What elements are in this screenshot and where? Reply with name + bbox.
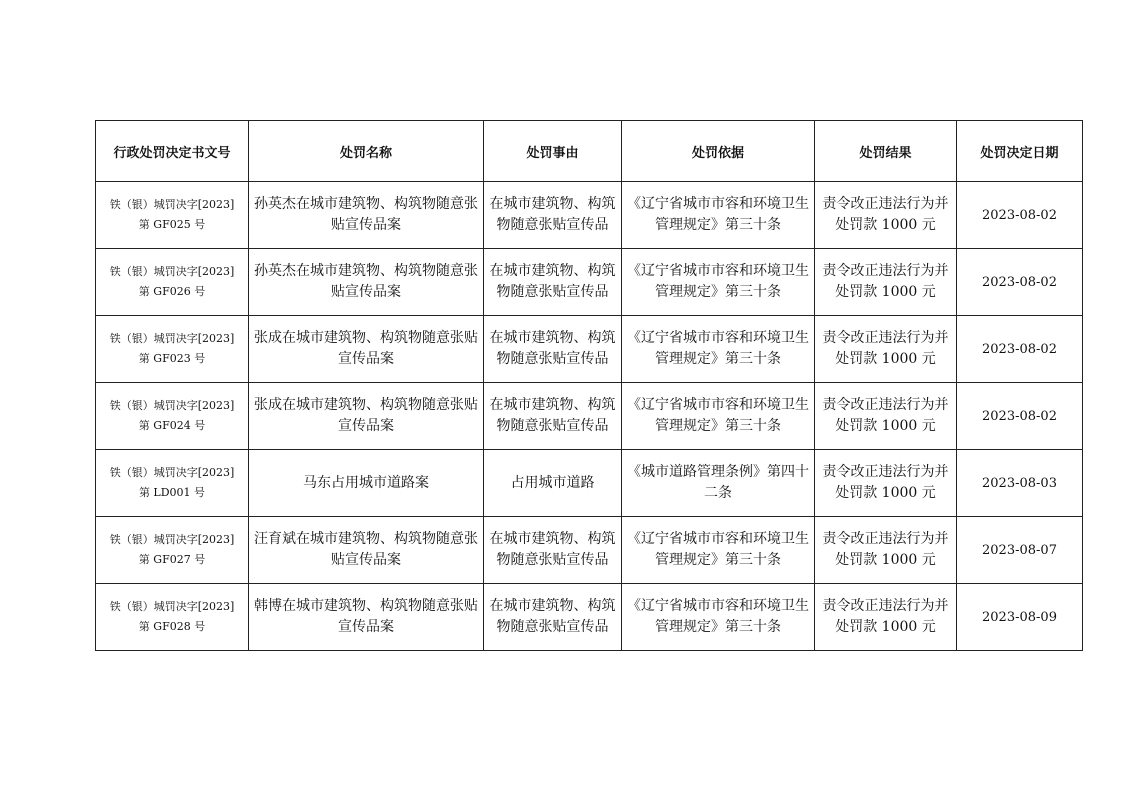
decision-date-cell: 2023-08-02 (957, 249, 1083, 316)
penalty-result-cell: 责令改正违法行为并处罚款 1000 元 (815, 450, 957, 517)
doc-number-cell (96, 383, 249, 450)
table-row (96, 383, 1083, 450)
table-row (96, 584, 1083, 651)
penalty-result-cell: 责令改正违法行为并处罚款 1000 元 (815, 316, 957, 383)
doc-number-cell (96, 450, 249, 517)
doc-number-serial: 第 GF023 号 (138, 352, 206, 365)
penalty-table (95, 120, 1083, 651)
penalty-basis-cell: 《辽宁省城市市容和环境卫生管理规定》第三十条 (622, 584, 815, 651)
penalty-name-cell: 张成在城市建筑物、构筑物随意张贴宣传品案 (249, 316, 484, 383)
table-row (96, 182, 1083, 249)
penalty-name-cell: 汪育斌在城市建筑物、构筑物随意张贴宣传品案 (249, 517, 484, 584)
penalty-reason-cell: 占用城市道路 (484, 450, 622, 517)
penalty-basis-cell: 《辽宁省城市市容和环境卫生管理规定》第三十条 (622, 316, 815, 383)
doc-number-prefix: 铁（银）城罚决字[2023] (109, 533, 235, 546)
penalty-name-cell: 韩博在城市建筑物、构筑物随意张贴宣传品案 (249, 584, 484, 651)
penalty-basis-cell: 《辽宁省城市市容和环境卫生管理规定》第三十条 (622, 249, 815, 316)
table-row (96, 316, 1083, 383)
doc-number-cell (96, 249, 249, 316)
decision-date-cell: 2023-08-02 (957, 182, 1083, 249)
penalty-result-cell: 责令改正违法行为并处罚款 1000 元 (815, 383, 957, 450)
doc-number-prefix: 铁（银）城罚决字[2023] (109, 399, 235, 412)
decision-date-cell: 2023-08-02 (957, 383, 1083, 450)
header-penalty-reason: 处罚事由 (484, 121, 622, 182)
decision-date-cell: 2023-08-03 (957, 450, 1083, 517)
doc-number-prefix: 铁（银）城罚决字[2023] (109, 600, 235, 613)
penalty-name-cell: 张成在城市建筑物、构筑物随意张贴宣传品案 (249, 383, 484, 450)
header-doc-number: 行政处罚决定书文号 (96, 121, 249, 182)
penalty-result-cell: 责令改正违法行为并处罚款 1000 元 (815, 517, 957, 584)
doc-number-cell (96, 316, 249, 383)
penalty-reason-cell: 在城市建筑物、构筑物随意张贴宣传品 (484, 517, 622, 584)
doc-number-cell (96, 182, 249, 249)
header-penalty-name: 处罚名称 (249, 121, 484, 182)
penalty-basis-cell: 《辽宁省城市市容和环境卫生管理规定》第三十条 (622, 182, 815, 249)
table-row (96, 249, 1083, 316)
doc-number-prefix: 铁（银）城罚决字[2023] (109, 198, 235, 211)
penalty-name-cell: 孙英杰在城市建筑物、构筑物随意张贴宣传品案 (249, 249, 484, 316)
doc-number-serial: 第 LD001 号 (138, 486, 206, 499)
penalty-name-cell: 孙英杰在城市建筑物、构筑物随意张贴宣传品案 (249, 182, 484, 249)
doc-number-cell (96, 517, 249, 584)
penalty-basis-cell: 《辽宁省城市市容和环境卫生管理规定》第三十条 (622, 517, 815, 584)
penalty-reason-cell: 在城市建筑物、构筑物随意张贴宣传品 (484, 249, 622, 316)
doc-number-serial: 第 GF026 号 (138, 285, 206, 298)
header-penalty-result: 处罚结果 (815, 121, 957, 182)
penalty-reason-cell: 在城市建筑物、构筑物随意张贴宣传品 (484, 316, 622, 383)
penalty-name-cell: 马东占用城市道路案 (249, 450, 484, 517)
penalty-result-cell: 责令改正违法行为并处罚款 1000 元 (815, 584, 957, 651)
penalty-basis-cell: 《辽宁省城市市容和环境卫生管理规定》第三十条 (622, 383, 815, 450)
penalty-reason-cell: 在城市建筑物、构筑物随意张贴宣传品 (484, 182, 622, 249)
doc-number-serial: 第 GF024 号 (138, 419, 206, 432)
penalty-result-cell: 责令改正违法行为并处罚款 1000 元 (815, 182, 957, 249)
penalty-result-cell: 责令改正违法行为并处罚款 1000 元 (815, 249, 957, 316)
decision-date-cell: 2023-08-02 (957, 316, 1083, 383)
penalty-reason-cell: 在城市建筑物、构筑物随意张贴宣传品 (484, 383, 622, 450)
table-body (96, 182, 1083, 651)
doc-number-cell (96, 584, 249, 651)
header-penalty-basis: 处罚依据 (622, 121, 815, 182)
doc-number-serial: 第 GF025 号 (138, 218, 206, 231)
decision-date-cell: 2023-08-07 (957, 517, 1083, 584)
doc-number-serial: 第 GF028 号 (138, 620, 206, 633)
penalty-reason-cell: 在城市建筑物、构筑物随意张贴宣传品 (484, 584, 622, 651)
doc-number-prefix: 铁（银）城罚决字[2023] (109, 265, 235, 278)
penalty-basis-cell: 《城市道路管理条例》第四十二条 (622, 450, 815, 517)
doc-number-prefix: 铁（银）城罚决字[2023] (109, 332, 235, 345)
doc-number-prefix: 铁（银）城罚决字[2023] (109, 466, 235, 479)
table-row (96, 517, 1083, 584)
doc-number-serial: 第 GF027 号 (138, 553, 206, 566)
header-decision-date: 处罚决定日期 (957, 121, 1083, 182)
decision-date-cell: 2023-08-09 (957, 584, 1083, 651)
table-row (96, 450, 1083, 517)
header-row (96, 121, 1083, 182)
table-header (96, 121, 1083, 182)
